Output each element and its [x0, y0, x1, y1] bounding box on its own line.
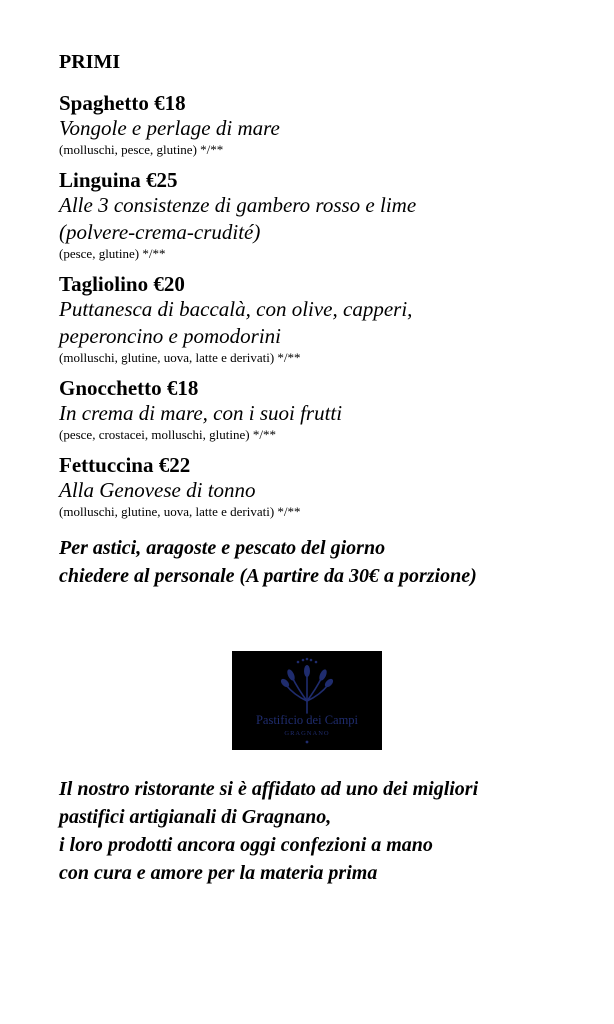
dish-allergens: (pesce, crostacei, molluschi, glutine) */**	[59, 427, 276, 442]
dish-description-line: Alla Genovese di tonno	[59, 478, 256, 502]
dish-description	[59, 477, 599, 504]
dish-item	[59, 91, 599, 158]
dish-description-line: Alle 3 consistenze di gambero rosso e lime	[59, 193, 417, 217]
menu-page	[59, 50, 599, 590]
dish-description-line: Vongole e perlage di mare	[59, 116, 280, 140]
logo-subtitle: GRAGNANO	[284, 730, 330, 737]
dish-description	[59, 296, 599, 350]
dish-item	[59, 272, 599, 366]
dish-item	[59, 453, 599, 520]
dish-description-line: In crema di mare, con i suoi frutti	[59, 401, 343, 425]
dish-allergens: (molluschi, glutine, uova, latte e derivati) */**	[59, 504, 301, 519]
dish-name: Linguina €25	[59, 168, 178, 192]
section-title: PRIMI	[59, 51, 121, 73]
dish-name: Gnocchetto €18	[59, 376, 199, 400]
catch-of-the-day-note	[59, 534, 599, 590]
pasta-maker-logo	[232, 651, 382, 750]
dish-description	[59, 192, 599, 246]
footer-note-line: con cura e amore per la materia prima	[59, 862, 378, 884]
dish-description	[59, 115, 599, 142]
footer-note-line: i loro prodotti ancora oggi confezioni a mano	[59, 834, 433, 856]
wheat-emblem-icon	[232, 651, 382, 750]
dish-item	[59, 376, 599, 443]
dish-name: Fettuccina €22	[59, 453, 191, 477]
dish-description-line: (polvere-crema-crudité)	[59, 220, 261, 244]
dish-name: Tagliolino €20	[59, 272, 185, 296]
dish-item	[59, 168, 599, 262]
dish-name: Spaghetto €18	[59, 91, 186, 115]
footer-note-line: pastifici artigianali di Gragnano,	[59, 806, 332, 828]
footer-note-line: Il nostro ristorante si è affidato ad uno dei migliori	[59, 778, 479, 800]
dish-allergens: (molluschi, glutine, uova, latte e derivati) */**	[59, 350, 301, 365]
catch-note-line: Per astici, aragoste e pescato del giorno	[59, 537, 386, 559]
catch-note-line: chiedere al personale (A partire da 30€ a porzione)	[59, 565, 477, 587]
dish-description-line: peperoncino e pomodorini	[59, 324, 282, 348]
dish-description-line: Puttanesca di baccalà, con olive, capperi,	[59, 297, 413, 321]
dish-description	[59, 400, 599, 427]
dish-allergens: (molluschi, pesce, glutine) */**	[59, 142, 224, 157]
logo-name: Pastificio dei Campi	[255, 713, 359, 727]
dish-allergens: (pesce, glutine) */**	[59, 246, 166, 261]
pasta-supplier-note	[59, 775, 599, 887]
